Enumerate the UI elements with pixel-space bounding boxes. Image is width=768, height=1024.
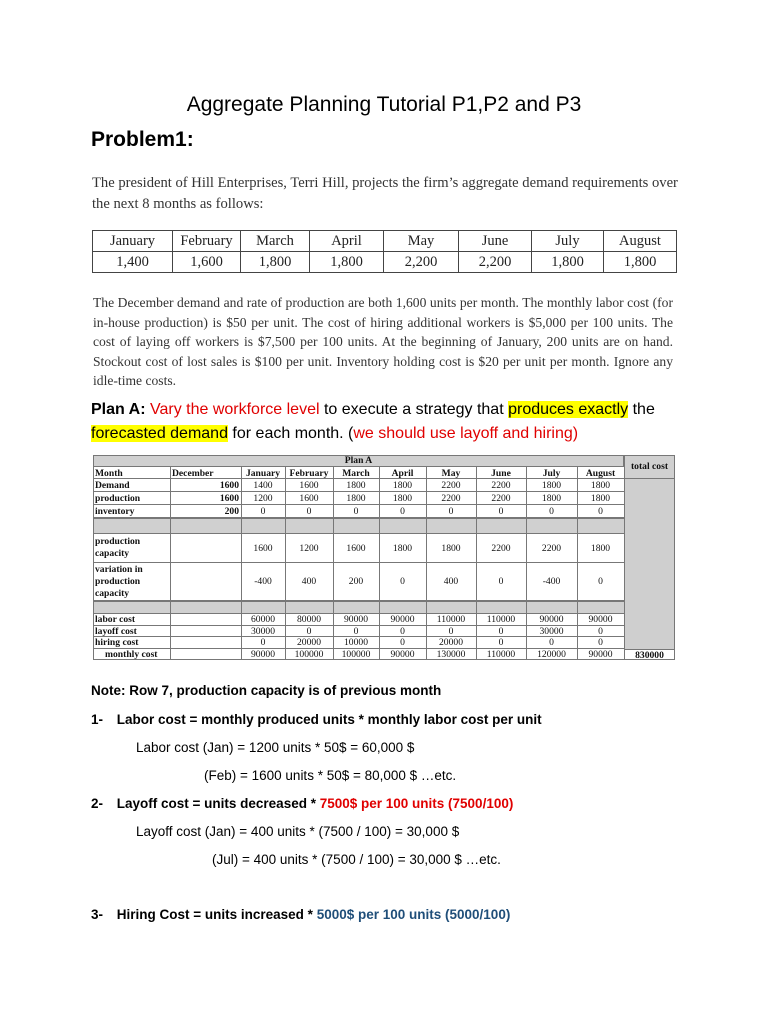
demand-value: 1,600	[173, 252, 241, 273]
row-label: production	[95, 576, 141, 587]
table-cell: 0	[400, 576, 405, 587]
row-label: capacity	[95, 588, 130, 599]
demand-value: 1,800	[241, 252, 310, 273]
table-cell: 400	[301, 576, 317, 587]
column-header: January	[245, 468, 281, 479]
demand-value: 1,800	[604, 252, 677, 273]
table-cell: 110000	[486, 648, 516, 660]
table-cell: 90000	[390, 648, 415, 660]
table-cell: 0	[598, 506, 603, 517]
table-cell: 100000	[294, 648, 324, 660]
grid-line	[624, 467, 625, 660]
total-cost-value: 830000	[624, 649, 675, 660]
table-cell: 30000	[539, 625, 564, 637]
demand-month: May	[384, 231, 459, 252]
table-cell: 1600	[299, 480, 319, 491]
plan-table-title: Plan A	[93, 455, 624, 467]
table-cell: 120000	[537, 648, 566, 660]
table-cell: 1800	[590, 493, 611, 504]
table-cell: 1200	[299, 543, 319, 554]
table-cell: 1400	[253, 480, 273, 491]
table-cell: 0	[448, 625, 454, 637]
demand-table-value-row	[93, 252, 677, 273]
column-header: March	[342, 468, 370, 479]
item-text: Labor cost = monthly produced units * monthly labor cost per unit	[116, 712, 542, 727]
table-cell: 1600	[253, 543, 273, 554]
demand-table	[92, 230, 677, 273]
table-cell: 0	[400, 625, 405, 637]
december-value: 200	[224, 506, 239, 517]
grid-line	[379, 467, 380, 660]
table-cell: 2200	[441, 480, 461, 491]
demand-month: March	[241, 231, 310, 252]
plan-text: )	[572, 425, 579, 442]
table-cell: 1800	[590, 480, 611, 491]
table-cell: 2200	[541, 543, 562, 554]
column-header: Month	[95, 468, 123, 479]
table-cell: 1800	[346, 480, 366, 491]
table-note: Note: Row 7, production capacity is of previous month	[91, 683, 442, 698]
row-label: Demand	[95, 480, 130, 491]
plan-strategy: Vary the workforce level	[149, 401, 320, 418]
total-cost-column	[624, 479, 675, 657]
item-text: Layoff cost = units decreased *	[116, 796, 320, 811]
table-cell: 1800	[441, 543, 461, 554]
table-cell: 1800	[590, 543, 611, 554]
table-cell: 90000	[588, 648, 613, 660]
table-cell: 1800	[541, 480, 562, 491]
plan-text: to execute a strategy that	[319, 401, 509, 418]
column-header: April	[391, 468, 414, 479]
plan-highlight: produces exactly	[508, 401, 629, 418]
grid-line	[241, 467, 242, 660]
plan-highlight: forecasted demand	[91, 425, 228, 442]
table-cell: 130000	[436, 648, 466, 660]
formula-item-2	[91, 796, 513, 811]
demand-value: 1,800	[532, 252, 604, 273]
table-cell: 30000	[251, 625, 275, 637]
column-header: June	[491, 468, 511, 479]
plan-label: Plan A:	[91, 401, 146, 418]
row-label: labor cost	[95, 614, 136, 625]
formula-item-3	[91, 907, 510, 922]
table-cell: 90000	[390, 614, 415, 625]
demand-value: 2,200	[459, 252, 532, 273]
grid-line	[285, 467, 286, 660]
table-cell: 0	[598, 576, 603, 587]
table-cell: 0	[353, 506, 359, 517]
row-label: variation in	[95, 564, 143, 575]
table-cell: 1600	[346, 543, 366, 554]
table-cell: 80000	[297, 614, 321, 625]
table-cell: 2200	[441, 493, 461, 504]
row-label: layoff cost	[95, 625, 137, 637]
table-cell: 1600	[299, 493, 319, 504]
table-cell: 2200	[491, 480, 511, 491]
item-number: 1-	[91, 712, 104, 727]
table-cell: 20000	[297, 637, 321, 648]
table-cell: 110000	[486, 614, 516, 625]
december-value: 1600	[219, 493, 239, 504]
table-cell: 1800	[392, 480, 413, 491]
demand-month: February	[173, 231, 241, 252]
table-cell: 60000	[251, 614, 275, 625]
table-cell: 0	[549, 506, 554, 517]
item-text: Hiring Cost = units increased *	[116, 907, 317, 922]
column-header: May	[441, 468, 461, 479]
table-separator	[93, 601, 624, 614]
demand-month: January	[93, 231, 173, 252]
demand-month: April	[310, 231, 384, 252]
table-cell: 0	[400, 506, 405, 517]
total-cost-header: total cost	[624, 455, 675, 479]
table-cell: 110000	[436, 614, 466, 625]
demand-value: 1,400	[93, 252, 173, 273]
table-separator	[93, 518, 624, 534]
table-cell: 400	[443, 576, 459, 587]
column-header: December	[172, 468, 214, 479]
document-title: Aggregate Planning Tutorial P1,P2 and P3	[186, 93, 582, 116]
table-cell: 0	[498, 506, 504, 517]
table-cell: 0	[260, 637, 266, 648]
table-cell: 0	[306, 506, 312, 517]
december-value: 1600	[219, 480, 239, 491]
row-label: production	[95, 493, 141, 504]
problem-intro: The president of Hill Enterprises, Terri Hill, projects the firm’s aggregate demand requirements over the next 8 months as follows:	[92, 175, 678, 212]
table-cell: 1800	[392, 493, 413, 504]
table-cell: 200	[348, 576, 364, 587]
column-header: August	[585, 468, 616, 479]
table-cell: 0	[448, 506, 454, 517]
table-cell: 90000	[539, 614, 564, 625]
table-cell: 2200	[491, 493, 511, 504]
item1-example-2: (Feb) = 1600 units * 50$ = 80,000 $ …etc.	[204, 768, 457, 783]
item-rate: 5000$ per 100 units (5000/100)	[316, 907, 511, 922]
plan-text: the	[628, 401, 655, 418]
table-cell: -400	[254, 576, 272, 587]
demand-value: 1,800	[310, 252, 384, 273]
plan-a-description	[91, 398, 681, 446]
table-cell: 0	[498, 625, 504, 637]
item-number: 2-	[91, 796, 104, 811]
row-label: hiring cost	[95, 637, 139, 648]
grid-line	[577, 467, 578, 660]
table-cell: 0	[400, 637, 405, 648]
item2-example-2: (Jul) = 400 units * (7500 / 100) = 30,000 $ …etc.	[212, 852, 501, 867]
table-cell: 90000	[588, 614, 613, 625]
grid-line	[476, 467, 477, 660]
table-cell: 2200	[491, 543, 511, 554]
table-cell: 1800	[346, 493, 366, 504]
demand-value: 2,200	[384, 252, 459, 273]
table-cell: 100000	[341, 648, 371, 660]
item-rate: 7500$ per 100 units (7500/100)	[319, 796, 514, 811]
table-cell: 0	[598, 625, 603, 637]
table-cell: 0	[306, 625, 312, 637]
item2-example-1: Layoff cost (Jan) = 400 units * (7500 / 100) = 30,000 $	[136, 824, 460, 839]
plan-note: we should use layoff and hiring	[353, 425, 573, 442]
row-label: capacity	[95, 548, 130, 559]
grid-line	[526, 467, 527, 660]
plan-text: for each month. (	[227, 425, 354, 442]
grid-line	[426, 467, 427, 660]
row-label: inventory	[95, 506, 135, 517]
problem-paragraph: The December demand and rate of production are both 1,600 units per month. The monthly labor cost (for in-house production) is $50 per unit. The cost of hiring additional workers is $5,000 per 100 units. The cost of laying off workers is $7,500 per 100 units. At the beginning of January, 200 units are on hand. Stockout cost of lost sales is $100 per unit. Inventory holding cost is $20 per unit per month. Ignore any idle-time costs.	[93, 295, 673, 389]
demand-month: August	[604, 231, 677, 252]
table-cell: 1800	[541, 493, 562, 504]
grid-line	[333, 467, 334, 660]
plan-a-table	[93, 455, 675, 669]
item1-example-1: Labor cost (Jan) = 1200 units * 50$ = 60,000 $	[136, 740, 415, 755]
table-cell: 0	[260, 506, 266, 517]
table-cell: -400	[542, 576, 561, 587]
problem-heading: Problem1:	[91, 128, 194, 151]
grid-line	[170, 467, 171, 660]
table-cell: 1200	[253, 493, 273, 504]
item-number: 3-	[91, 907, 104, 922]
table-cell: 90000	[344, 614, 368, 625]
table-cell: 0	[598, 637, 603, 648]
row-label: production	[95, 536, 141, 547]
table-cell: 0	[498, 576, 504, 587]
row-label: monthly cost	[105, 648, 158, 660]
table-cell: 0	[498, 637, 504, 648]
table-cell: 1800	[392, 543, 413, 554]
demand-month: June	[459, 231, 532, 252]
table-cell: 0	[353, 625, 359, 637]
column-header: February	[289, 468, 329, 479]
demand-month: July	[532, 231, 604, 252]
formula-item-1	[91, 712, 542, 727]
demand-table-header-row	[93, 231, 677, 252]
table-cell: 10000	[344, 637, 368, 648]
table-cell: 0	[549, 637, 554, 648]
table-cell: 90000	[251, 648, 275, 660]
table-cell: 20000	[439, 637, 463, 648]
column-header: July	[542, 468, 561, 479]
grid-line	[93, 467, 94, 660]
